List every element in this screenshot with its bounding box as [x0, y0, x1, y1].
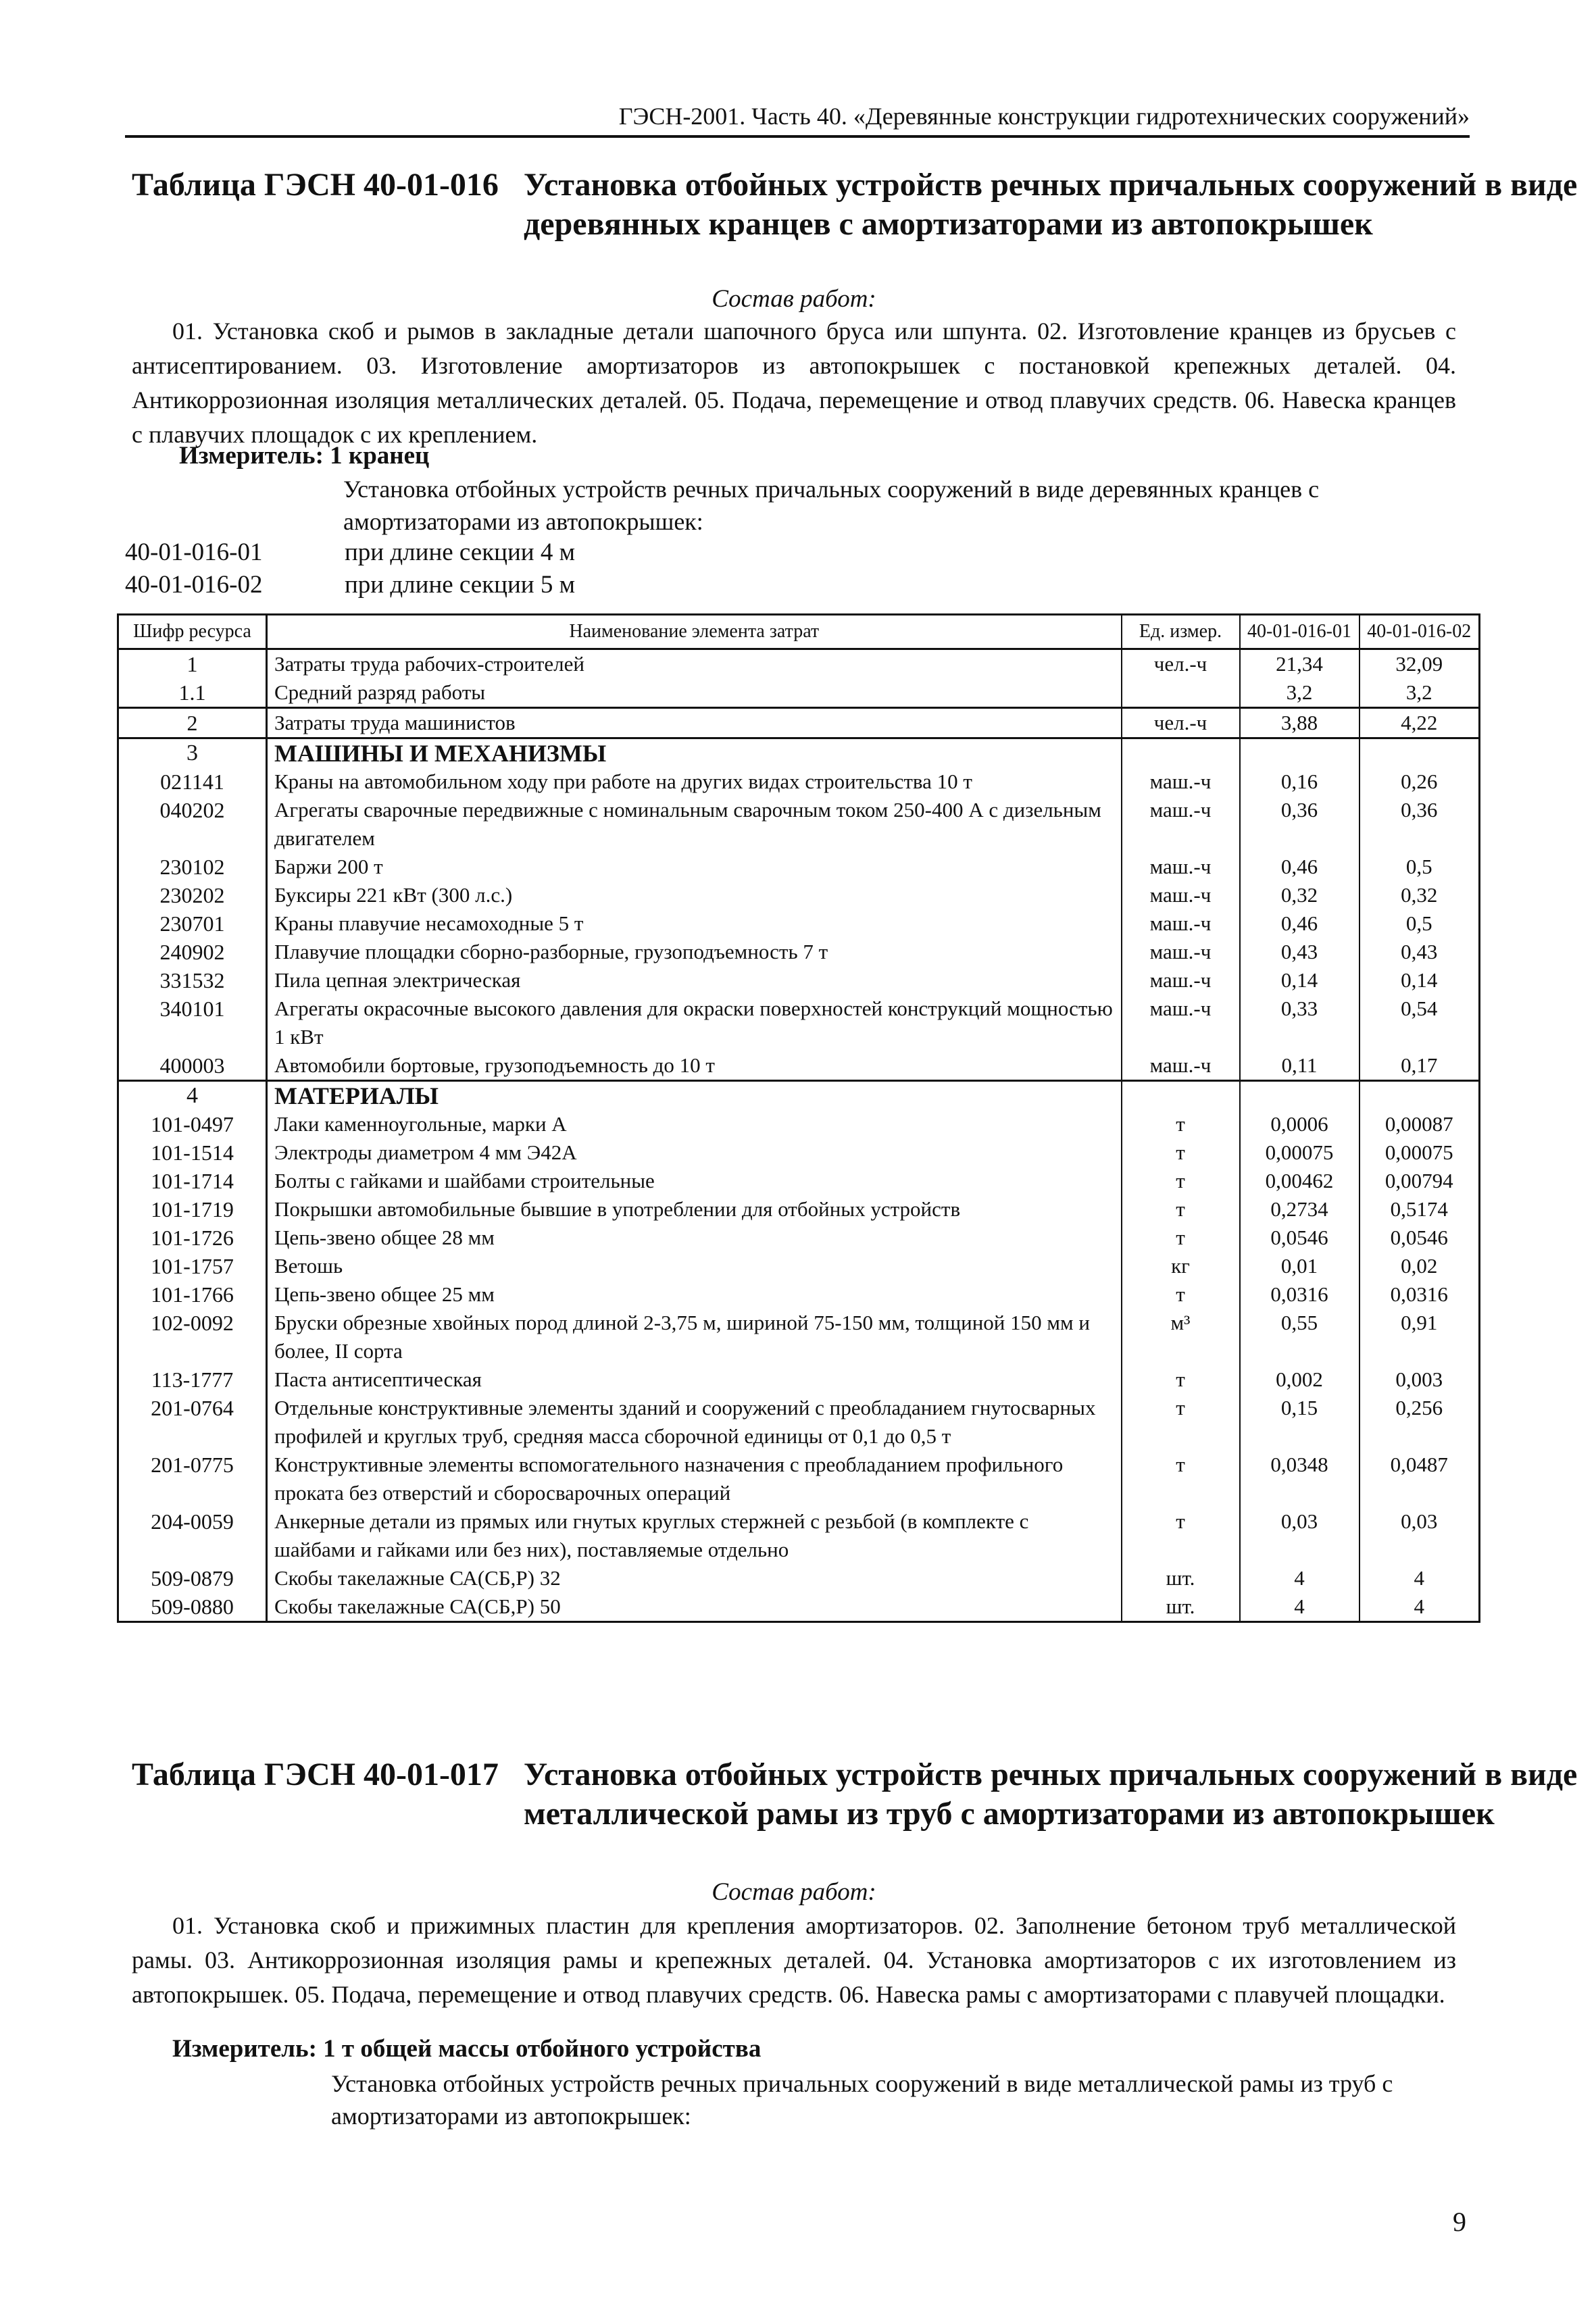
table-row — [118, 1252, 1480, 1280]
row-code: 101-1766 — [118, 1280, 267, 1309]
row-value-1: 4 — [1240, 1592, 1360, 1622]
table-row — [118, 708, 1480, 738]
table-row — [118, 1280, 1480, 1309]
row-unit: маш.-ч — [1122, 796, 1240, 853]
row-value-1: 0,46 — [1240, 909, 1360, 938]
row-unit: т — [1122, 1451, 1240, 1507]
row-name: Краны плавучие несамоходные 5 т — [267, 909, 1122, 938]
row-value-2: 0,03 — [1360, 1507, 1480, 1564]
row-unit: т — [1122, 1394, 1240, 1451]
table-row — [118, 1394, 1480, 1451]
row-value-1: 0,0006 — [1240, 1110, 1360, 1138]
row-value-1: 0,43 — [1240, 938, 1360, 966]
row-name: Лаки каменноугольные, марки А — [267, 1110, 1122, 1138]
row-unit: маш.-ч — [1122, 909, 1240, 938]
row-name: Плавучие площадки сборно-разборные, грузоподъемность 7 т — [267, 938, 1122, 966]
row-name: Затраты труда рабочих-строителей — [267, 649, 1122, 679]
row-value-1: 0,00075 — [1240, 1138, 1360, 1167]
header-variant-2: 40-01-016-02 — [1360, 615, 1480, 649]
table-row — [118, 995, 1480, 1051]
row-value-1: 21,34 — [1240, 649, 1360, 679]
row-code: 240902 — [118, 938, 267, 966]
row-code: 509-0879 — [118, 1564, 267, 1592]
row-unit: шт. — [1122, 1592, 1240, 1622]
row-value-1: 4 — [1240, 1564, 1360, 1592]
row-value-1: 0,46 — [1240, 853, 1360, 881]
row-value-2: 0,0487 — [1360, 1451, 1480, 1507]
row-code: 230202 — [118, 881, 267, 909]
header-variant-1: 40-01-016-01 — [1240, 615, 1360, 649]
row-value-1: 0,16 — [1240, 768, 1360, 796]
row-value-1: 0,11 — [1240, 1051, 1360, 1081]
table2-title — [132, 1755, 1578, 1877]
row-code: 101-1757 — [118, 1252, 267, 1280]
row-unit: т — [1122, 1365, 1240, 1394]
table2-sostav-label: Состав работ: — [712, 1878, 876, 1906]
row-code: 340101 — [118, 995, 267, 1051]
row-unit: чел.-ч — [1122, 708, 1240, 738]
row-value-1: 0,01 — [1240, 1252, 1360, 1280]
table-row — [118, 938, 1480, 966]
row-unit: кг — [1122, 1252, 1240, 1280]
row-value-2: 0,00075 — [1360, 1138, 1480, 1167]
row-value-2: 0,0316 — [1360, 1280, 1480, 1309]
row-name: Бруски обрезные хвойных пород длиной 2-3,75 м, шириной 75-150 мм, толщиной 150 мм и более, II сорта — [267, 1309, 1122, 1365]
row-code: 113-1777 — [118, 1365, 267, 1394]
table-row — [118, 909, 1480, 938]
row-code: 204-0059 — [118, 1507, 267, 1564]
table-row — [118, 1507, 1480, 1564]
row-value-1: 0,36 — [1240, 796, 1360, 853]
row-name: Буксиры 221 кВт (300 л.с.) — [267, 881, 1122, 909]
row-name: Агрегаты сварочные передвижные с номинальным сварочным током 250-400 А с дизельным двигателем — [267, 796, 1122, 853]
row-unit — [1122, 678, 1240, 708]
row-value-2 — [1360, 738, 1480, 768]
row-unit: т — [1122, 1110, 1240, 1138]
row-unit: м³ — [1122, 1309, 1240, 1365]
row-code: 400003 — [118, 1051, 267, 1081]
row-value-1: 0,0348 — [1240, 1451, 1360, 1507]
table1-measurer: Измеритель: 1 кранец — [179, 442, 430, 470]
row-value-2: 4 — [1360, 1592, 1480, 1622]
row-code: 201-0775 — [118, 1451, 267, 1507]
table-row — [118, 1051, 1480, 1081]
row-name: Цепь-звено общее 25 мм — [267, 1280, 1122, 1309]
row-value-1: 0,0546 — [1240, 1224, 1360, 1252]
row-code: 509-0880 — [118, 1592, 267, 1622]
row-value-1: 0,2734 — [1240, 1195, 1360, 1224]
table2-measurer: Измеритель: 1 т общей массы отбойного устройства — [172, 2035, 762, 2063]
row-code: 101-1514 — [118, 1138, 267, 1167]
row-value-2: 0,5 — [1360, 909, 1480, 938]
header-code: Шифр ресурса — [118, 615, 267, 649]
row-unit: маш.-ч — [1122, 881, 1240, 909]
row-unit: маш.-ч — [1122, 768, 1240, 796]
row-value-2: 32,09 — [1360, 649, 1480, 679]
header-rule — [125, 135, 1470, 138]
row-value-2: 0,02 — [1360, 1252, 1480, 1280]
header-unit: Ед. измер. — [1122, 615, 1240, 649]
row-name: Баржи 200 т — [267, 853, 1122, 881]
table1-title-lead: Таблица ГЭСН 40-01-016 — [132, 167, 499, 203]
row-name: Скобы такелажные СА(СБ,Р) 32 — [267, 1564, 1122, 1592]
row-value-1: 0,55 — [1240, 1309, 1360, 1365]
row-name: Конструктивные элементы вспомогательного назначения с преобладанием профильного проката без отверстий и сборосварочных операций — [267, 1451, 1122, 1507]
row-value-2: 4,22 — [1360, 708, 1480, 738]
row-value-2: 0,54 — [1360, 995, 1480, 1051]
table1-sostav-label: Состав работ: — [712, 285, 876, 313]
variant-desc: при длине секции 5 м — [345, 571, 576, 599]
table-row — [118, 853, 1480, 881]
row-name: Краны на автомобильном ходу при работе на других видах строительства 10 т — [267, 768, 1122, 796]
row-name: Анкерные детали из прямых или гнутых круглых стержней с резьбой (в комплекте с шайбами и гайками или без них), поставляемые отдельно — [267, 1507, 1122, 1564]
table-row — [118, 678, 1480, 708]
table2-intro: Установка отбойных устройств речных причальных сооружений в виде металлической рамы из труб с амортизаторами из автопокрышек: — [331, 2070, 1393, 2130]
table1-title — [132, 166, 1578, 287]
row-code: 3 — [118, 738, 267, 768]
variant-desc: при длине секции 4 м — [345, 538, 576, 566]
row-name: Паста антисептическая — [267, 1365, 1122, 1394]
row-code: 201-0764 — [118, 1394, 267, 1451]
row-unit: маш.-ч — [1122, 966, 1240, 995]
section-row — [118, 738, 1480, 768]
table-row — [118, 1592, 1480, 1622]
row-value-1: 0,33 — [1240, 995, 1360, 1051]
row-code: 4 — [118, 1081, 267, 1111]
row-value-2: 0,91 — [1360, 1309, 1480, 1365]
row-value-2: 0,00087 — [1360, 1110, 1480, 1138]
row-value-2: 4 — [1360, 1564, 1480, 1592]
row-value-2: 0,00794 — [1360, 1167, 1480, 1195]
variant-code: 40-01-016-01 — [125, 538, 263, 566]
section-title: МАШИНЫ И МЕХАНИЗМЫ — [267, 738, 1122, 768]
row-value-2: 0,17 — [1360, 1051, 1480, 1081]
section-title: МАТЕРИАЛЫ — [267, 1081, 1122, 1111]
row-unit: маш.-ч — [1122, 1051, 1240, 1081]
row-unit — [1122, 738, 1240, 768]
row-code: 331532 — [118, 966, 267, 995]
table2-works: 01. Установка скоб и прижимных пластин для крепления амортизаторов. 02. Заполнение бетоном труб металлической рамы. 03. Антикоррозионная изоляция рамы и крепежных деталей. 04. Установка амортизаторов с их изготовлением из автопокрышек. 05. Подача, перемещение и отвод плавучих средств. 06. Навеска рамы с амортизаторами с плавучей площадки. — [132, 1912, 1456, 2008]
row-code: 230102 — [118, 853, 267, 881]
row-code: 021141 — [118, 768, 267, 796]
table1-title-rest: Установка отбойных устройств речных причальных сооружений в виде деревянных кранцев с амортизаторами из автопокрышек — [524, 167, 1578, 242]
row-value-2: 0,0546 — [1360, 1224, 1480, 1252]
table-row — [118, 1309, 1480, 1365]
row-unit: т — [1122, 1507, 1240, 1564]
header-name: Наименование элемента затрат — [267, 615, 1122, 649]
table-row — [118, 1138, 1480, 1167]
row-unit: т — [1122, 1224, 1240, 1252]
table-row — [118, 1167, 1480, 1195]
row-name: Агрегаты окрасочные высокого давления для окраски поверхностей конструкций мощностью 1 кВт — [267, 995, 1122, 1051]
table-row — [118, 1564, 1480, 1592]
table-row — [118, 1110, 1480, 1138]
row-code: 102-0092 — [118, 1309, 267, 1365]
row-name: Цепь-звено общее 28 мм — [267, 1224, 1122, 1252]
row-unit: маш.-ч — [1122, 995, 1240, 1051]
resources-table — [117, 613, 1480, 1623]
row-value-2: 3,2 — [1360, 678, 1480, 708]
row-code: 230701 — [118, 909, 267, 938]
row-unit: т — [1122, 1138, 1240, 1167]
row-name: Покрышки автомобильные бывшие в употреблении для отбойных устройств — [267, 1195, 1122, 1224]
table-row — [118, 881, 1480, 909]
row-code: 101-1719 — [118, 1195, 267, 1224]
row-name: Затраты труда машинистов — [267, 708, 1122, 738]
row-value-1: 0,32 — [1240, 881, 1360, 909]
table-row — [118, 966, 1480, 995]
row-value-1: 0,0316 — [1240, 1280, 1360, 1309]
variant-code: 40-01-016-02 — [125, 571, 263, 599]
row-value-2: 0,32 — [1360, 881, 1480, 909]
table-row — [118, 1195, 1480, 1224]
row-name: Средний разряд работы — [267, 678, 1122, 708]
row-unit: маш.-ч — [1122, 853, 1240, 881]
row-name: Болты с гайками и шайбами строительные — [267, 1167, 1122, 1195]
row-value-2 — [1360, 1081, 1480, 1111]
row-value-1: 0,14 — [1240, 966, 1360, 995]
row-value-1: 0,002 — [1240, 1365, 1360, 1394]
row-code: 101-1726 — [118, 1224, 267, 1252]
row-name: Автомобили бортовые, грузоподъемность до 10 т — [267, 1051, 1122, 1081]
row-unit: т — [1122, 1167, 1240, 1195]
row-name: Пила цепная электрическая — [267, 966, 1122, 995]
table-row — [118, 649, 1480, 679]
row-value-2: 0,14 — [1360, 966, 1480, 995]
row-unit: т — [1122, 1195, 1240, 1224]
table2-title-lead: Таблица ГЭСН 40-01-017 — [132, 1757, 499, 1792]
table1-intro: Установка отбойных устройств речных причальных сооружений в виде деревянных кранцев с амортизаторами из автопокрышек: — [343, 476, 1320, 535]
row-value-1: 3,88 — [1240, 708, 1360, 738]
row-code: 1 — [118, 649, 267, 679]
table-row — [118, 1365, 1480, 1394]
row-name: Скобы такелажные СА(СБ,Р) 50 — [267, 1592, 1122, 1622]
table-header-row — [118, 615, 1480, 649]
row-unit: шт. — [1122, 1564, 1240, 1592]
section-row — [118, 1081, 1480, 1111]
row-value-1: 0,15 — [1240, 1394, 1360, 1451]
row-code: 2 — [118, 708, 267, 738]
row-unit: маш.-ч — [1122, 938, 1240, 966]
table-row — [118, 1451, 1480, 1507]
row-code: 101-1714 — [118, 1167, 267, 1195]
row-name: Отдельные конструктивные элементы зданий и сооружений с преобладанием гнутосварных профилей и круглых труб, средняя масса сборочной единицы от 0,1 до 0,5 т — [267, 1394, 1122, 1451]
row-name: Ветошь — [267, 1252, 1122, 1280]
row-value-2: 0,26 — [1360, 768, 1480, 796]
row-unit: чел.-ч — [1122, 649, 1240, 679]
row-value-2: 0,5 — [1360, 853, 1480, 881]
row-name: Электроды диаметром 4 мм Э42А — [267, 1138, 1122, 1167]
row-code: 1.1 — [118, 678, 267, 708]
row-value-2: 0,256 — [1360, 1394, 1480, 1451]
table-row — [118, 796, 1480, 853]
row-value-2: 0,003 — [1360, 1365, 1480, 1394]
row-value-1 — [1240, 1081, 1360, 1111]
row-value-2: 0,5174 — [1360, 1195, 1480, 1224]
row-value-2: 0,43 — [1360, 938, 1480, 966]
table2-title-rest: Установка отбойных устройств речных причальных сооружений в виде металлической рамы из труб с амортизаторами из автопокрышек — [524, 1757, 1578, 1832]
row-unit — [1122, 1081, 1240, 1111]
row-code: 101-0497 — [118, 1110, 267, 1138]
page-number: 9 — [1453, 2207, 1466, 2237]
table-row — [118, 1224, 1480, 1252]
row-value-1: 3,2 — [1240, 678, 1360, 708]
row-value-1 — [1240, 738, 1360, 768]
running-head: ГЭСН-2001. Часть 40. «Деревянные конструкции гидротехнических сооружений» — [618, 103, 1470, 130]
table1-works: 01. Установка скоб и рымов в закладные детали шапочного бруса или шпунта. 02. Изготовление кранцев из брусьев с антисептированием. 03. Изготовление амортизаторов из автопокрышек с постановкой крепежных деталей. 04. Антикоррозионная изоляция металлических деталей. 05. Подача, перемещение и отвод плавучих средств. 06. Навеска кранцев с плавучих площадок с их креплением. — [132, 318, 1456, 448]
table-row — [118, 768, 1480, 796]
row-value-2: 0,36 — [1360, 796, 1480, 853]
row-code: 040202 — [118, 796, 267, 853]
row-value-1: 0,03 — [1240, 1507, 1360, 1564]
row-value-1: 0,00462 — [1240, 1167, 1360, 1195]
row-unit: т — [1122, 1280, 1240, 1309]
